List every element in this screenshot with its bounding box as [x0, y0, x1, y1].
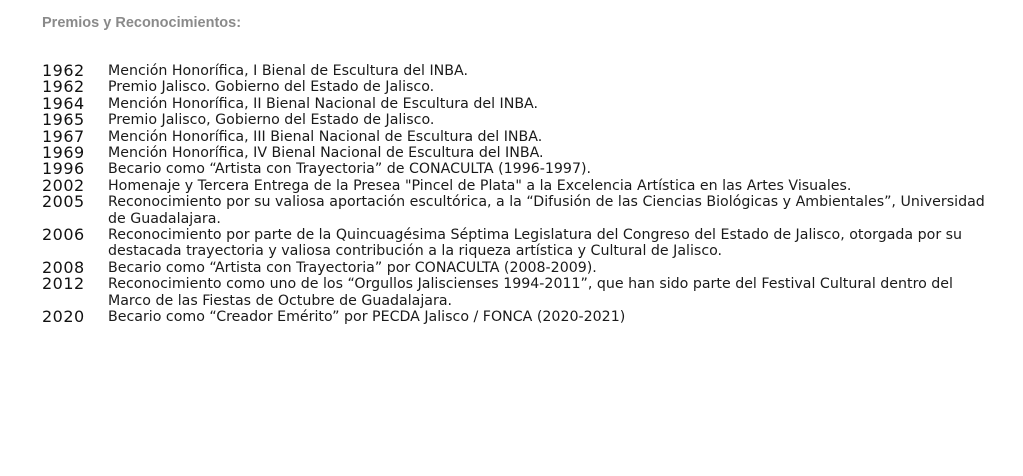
- award-text: Reconocimiento por parte de la Quincuagésima Séptima Legislatura del Congreso del Estado de Jalisco, otorgada por su destacada trayectoria y valiosa contribución a la riqueza artística y Cultural de Jalisco.: [108, 227, 963, 260]
- award-item: [42, 175, 1012, 195]
- award-text: Mención Honorífica, IV Bienal Nacional de Escultura del INBA.: [108, 145, 544, 162]
- awards-list: [42, 63, 1012, 326]
- award-item: [42, 194, 1012, 227]
- award-text: Reconocimiento por su valiosa aportación escultórica, a la “Difusión de las Ciencias Biológicas y Ambientales”, Universidad de Guadalajara.: [108, 194, 985, 227]
- award-year: 1962: [42, 61, 85, 80]
- award-year: 2020: [42, 307, 85, 327]
- award-item: [42, 161, 1012, 177]
- award-text: Homenaje y Tercera Entrega de la Presea "Pincel de Plata" a la Excelencia Artística en las Artes Visuales.: [108, 177, 852, 194]
- award-text: Mención Honorífica, I Bienal de Escultura del INBA.: [108, 63, 468, 79]
- award-year: 1996: [42, 159, 85, 179]
- award-text: Reconocimiento como uno de los “Orgullos Jaliscienses 1994-2011”, que han sido parte del Festival Cultural dentro del Marco de las Fiestas de Octubre de Guadalajara.: [108, 276, 953, 309]
- award-item: [42, 227, 1012, 260]
- award-item: [42, 309, 1012, 325]
- award-text: Mención Honorífica, III Bienal Nacional de Escultura del INBA.: [108, 128, 543, 145]
- awards-section: [42, 0, 1012, 326]
- award-item: [42, 257, 1012, 277]
- award-item: [42, 79, 1012, 95]
- award-text: Becario como “Creador Emérito” por PECDA Jalisco / FONCA (2020-2021): [108, 309, 626, 326]
- award-text: Becario como “Artista con Trayectoria” por CONACULTA (2008-2009).: [108, 259, 597, 276]
- award-text: Mención Honorífica, II Bienal Nacional de Escultura del INBA.: [108, 95, 539, 112]
- award-text: Premio Jalisco, Gobierno del Estado de Jalisco.: [108, 112, 435, 129]
- award-year: 2002: [42, 175, 85, 195]
- award-year: 2005: [42, 192, 85, 212]
- section-heading: Premios y Reconocimientos:: [42, 15, 242, 31]
- award-year: 1964: [42, 93, 85, 113]
- award-year: 1965: [42, 110, 85, 130]
- award-item: [42, 63, 1012, 79]
- award-text: Becario como “Artista con Trayectoria” de CONACULTA (1996-1997).: [108, 161, 592, 178]
- award-item: [42, 112, 1012, 128]
- award-year: 1967: [42, 126, 85, 146]
- award-item: [42, 145, 1012, 161]
- award-text: Premio Jalisco. Gobierno del Estado de Jalisco.: [108, 79, 435, 96]
- award-item: [42, 276, 1012, 309]
- award-item: [42, 126, 1012, 146]
- award-year: 2006: [42, 225, 85, 245]
- award-item: [42, 93, 1012, 113]
- award-year: 2012: [42, 274, 85, 294]
- award-year: 1962: [42, 77, 85, 97]
- award-year: 1969: [42, 143, 85, 163]
- award-year: 2008: [42, 257, 85, 277]
